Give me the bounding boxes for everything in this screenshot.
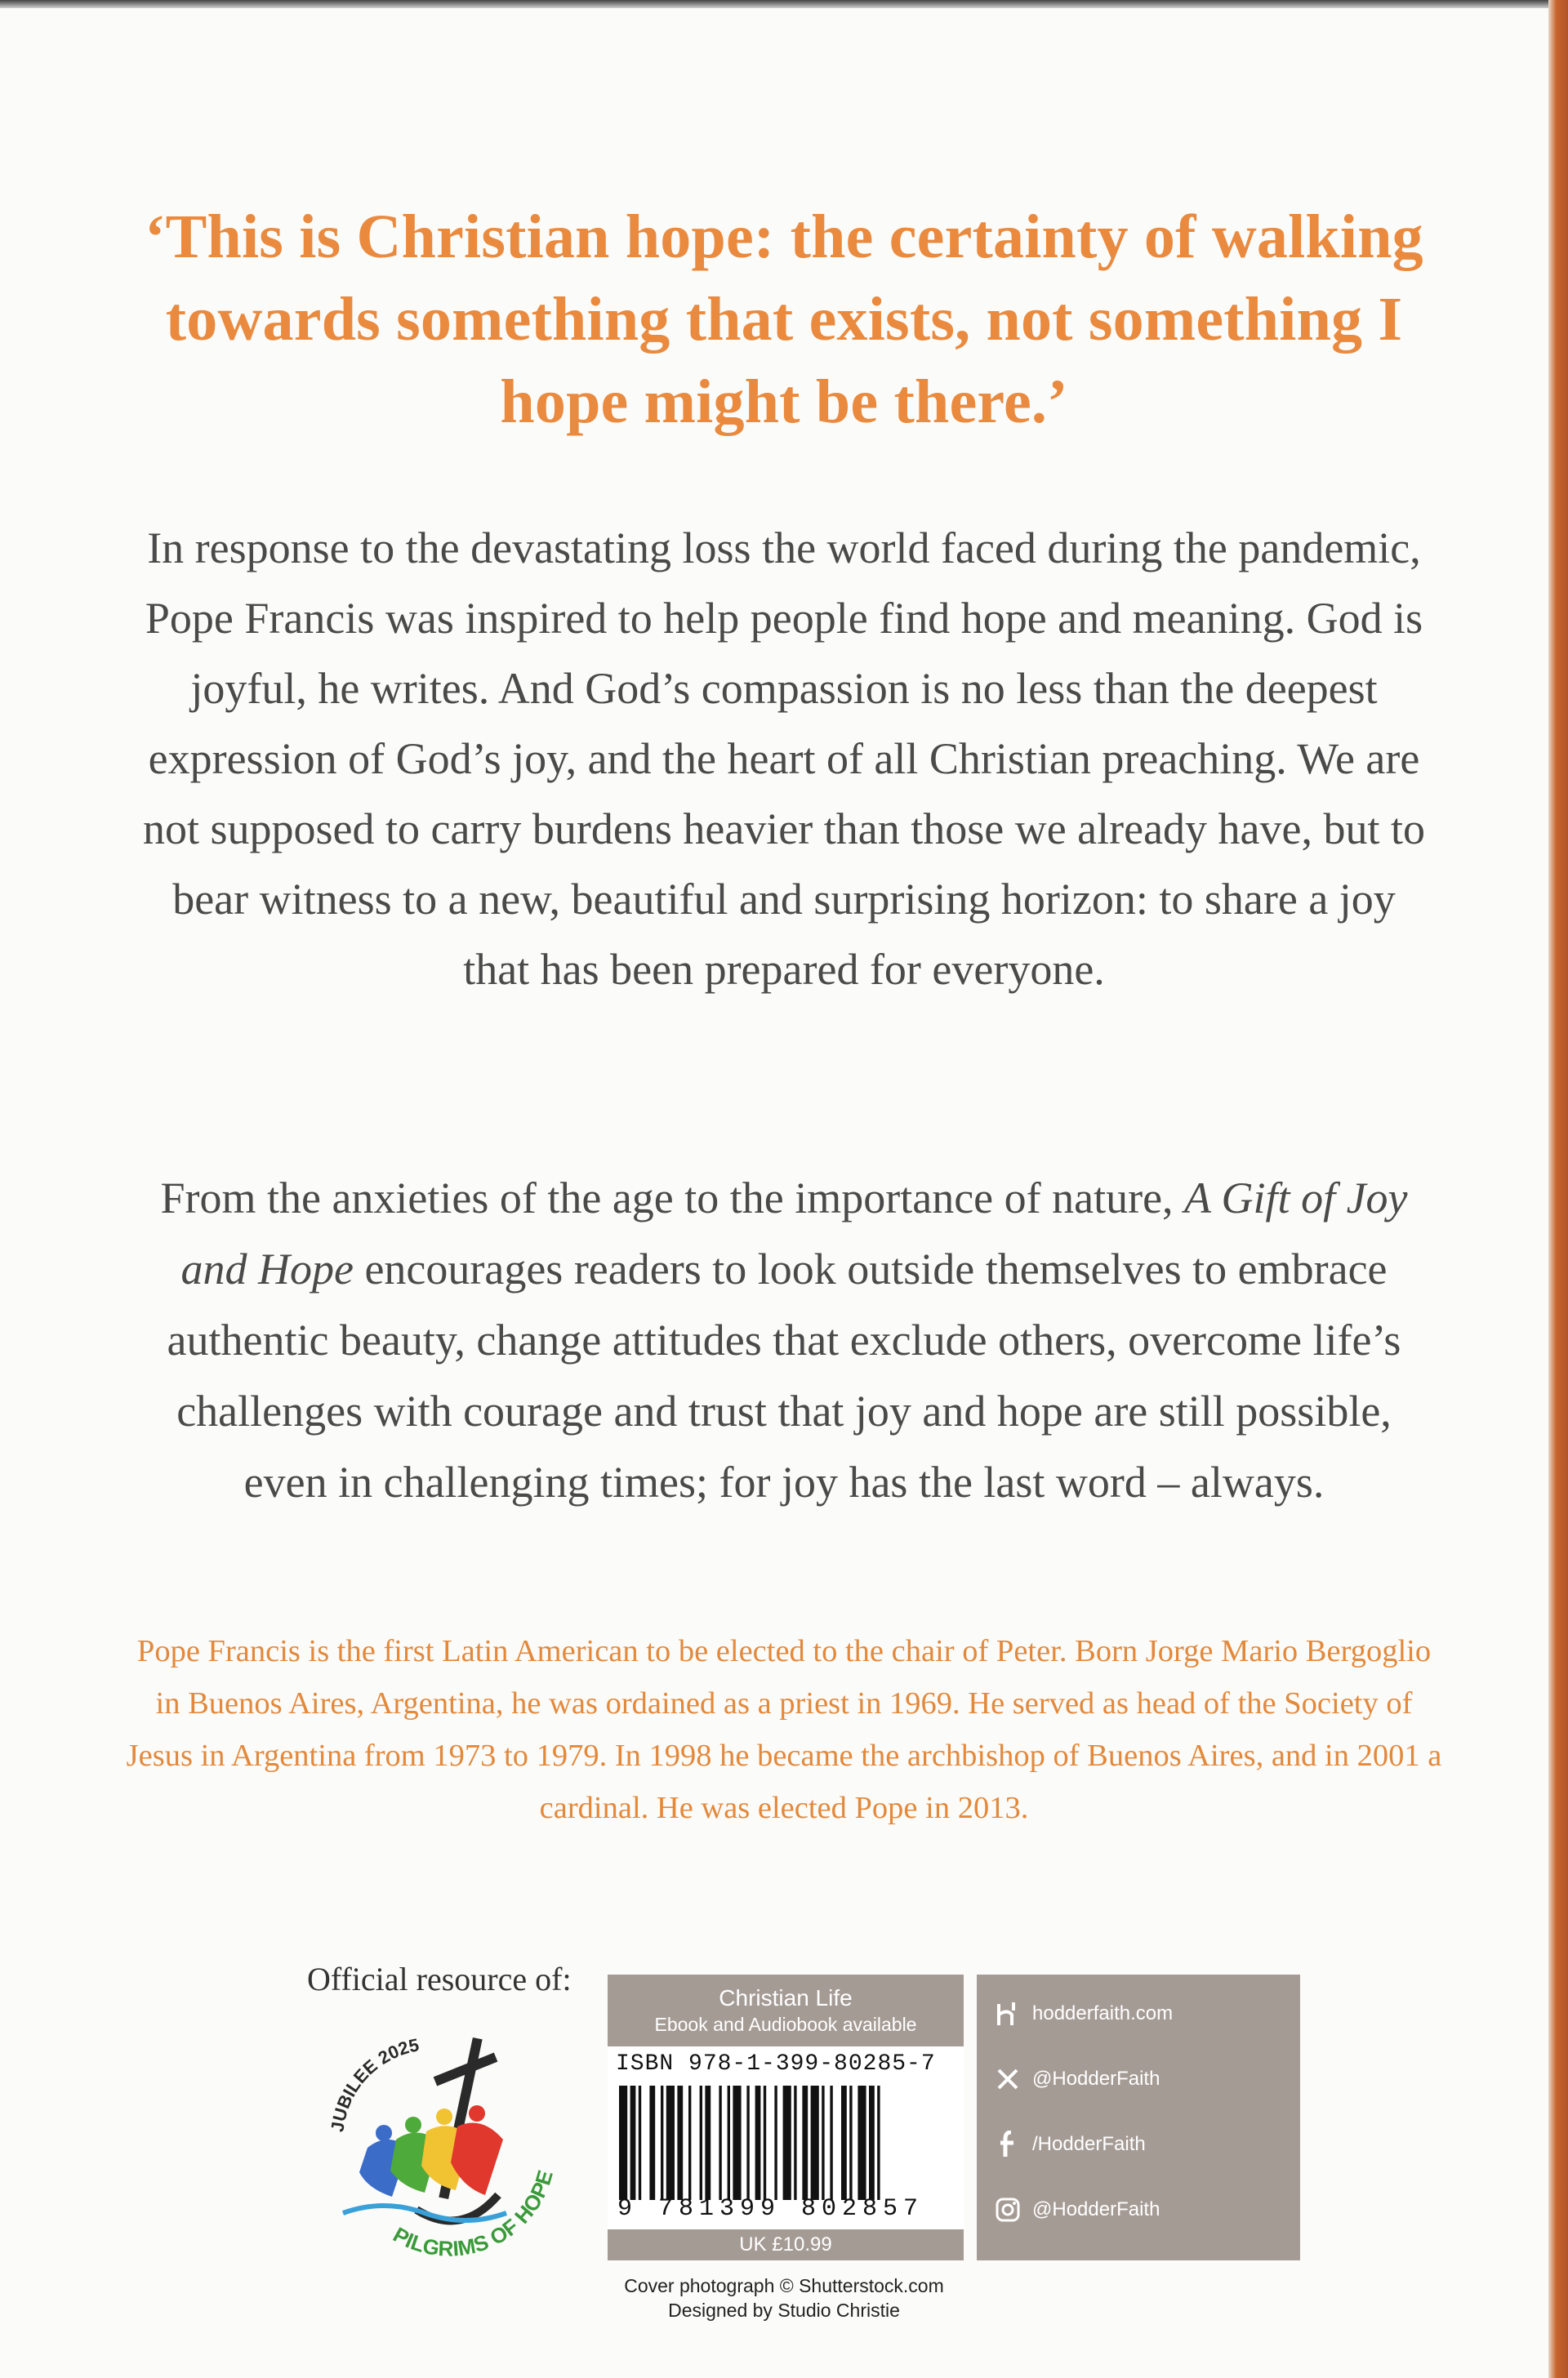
book-title: A Gift of Joy and Hope bbox=[180, 1173, 1408, 1294]
social-text-facebook: /HodderFaith bbox=[1032, 2133, 1146, 2155]
social-item-website[interactable] bbox=[993, 1997, 1173, 2030]
facebook-icon bbox=[993, 2130, 1022, 2159]
social-text-x: @HodderFaith bbox=[1032, 2068, 1160, 2090]
blurb-paragraph-2-before: From the anxieties of the age to the importance of nature, bbox=[160, 1173, 1185, 1222]
cover-top-edge bbox=[0, 0, 1568, 8]
spine-edge bbox=[1548, 0, 1568, 2378]
blurb-paragraph-1: In response to the devastating loss the world faced during the pandemic, Pope Francis was inspired to help people find hope and meaning. God is joyful, he writes. And God’s compassion is no less than the deepest expression of God’s joy, and the heart of all Christian preaching. We are not supposed to carry burdens heavier than those we already have, but to bear witness to a new, beautiful and surprising horizon: to share a joy that has been prepared for everyone. bbox=[142, 523, 1425, 994]
logo-top-text: JUBILEE 2025 bbox=[327, 2034, 421, 2134]
barcode-digits: 9 781399 802857 bbox=[617, 2195, 924, 2223]
barcode-panel bbox=[608, 1975, 964, 2260]
social-item-facebook[interactable] bbox=[993, 2128, 1146, 2161]
social-text-website: hodderfaith.com bbox=[1032, 2002, 1174, 2024]
barcode-icon bbox=[619, 2086, 952, 2200]
isbn: ISBN 978-1-399-80285-7 bbox=[616, 2051, 936, 2077]
official-resource-label: Official resource of: bbox=[307, 1961, 572, 1997]
instagram-icon bbox=[993, 2195, 1022, 2224]
design-credit: Designed by Studio Christie bbox=[668, 2300, 900, 2321]
social-panel bbox=[977, 1975, 1300, 2260]
blurb-paragraph-2-after: encourages readers to look outside themselves to embrace authentic beauty, change attitudes that exclude others, overcome life’s challenges with courage and trust that joy and hope are still possible, even in challenging times; for joy has the last word – always. bbox=[167, 1245, 1401, 1507]
blurb-paragraph-2 bbox=[139, 1163, 1429, 1518]
social-text-instagram: @HodderFaith bbox=[1032, 2198, 1160, 2220]
barcode-box bbox=[608, 2046, 964, 2229]
social-item-x[interactable] bbox=[993, 2063, 1160, 2095]
x-icon bbox=[993, 2064, 1022, 2094]
logo-bottom-text: PILGRIMS OF HOPE bbox=[389, 2167, 558, 2261]
pull-quote: ‘This is Christian hope: the certainty of walking towards something that exists, not something I hope might be there.’ bbox=[145, 203, 1423, 436]
svg-text:JUBILEE 2025 bbox=[327, 2034, 421, 2133]
credits bbox=[588, 2273, 980, 2322]
hodder-logo-icon bbox=[993, 1999, 1022, 2028]
availability-label: Ebook and Audiobook available bbox=[654, 2014, 917, 2035]
social-item-instagram[interactable] bbox=[993, 2193, 1160, 2226]
genre-label: Christian Life bbox=[719, 1985, 853, 2011]
price: UK £10.99 bbox=[739, 2233, 832, 2256]
photo-credit: Cover photograph © Shutterstock.com bbox=[624, 2275, 944, 2296]
jubilee-2025-logo bbox=[310, 2017, 580, 2270]
panel-header bbox=[608, 1975, 964, 2043]
author-bio: Pope Francis is the first Latin American to be elected to the chair of Peter. Born Jorge Mario Bergoglio in Buenos Aires, Argentina, he was ordained as a priest in 1969. He served as head of the Society of Jesus in Argentina from 1973 to 1979. In 1998 he became the archbishop of Buenos Aires, and in 2001 a cardinal. He was elected Pope in 2013. bbox=[126, 1634, 1442, 1825]
